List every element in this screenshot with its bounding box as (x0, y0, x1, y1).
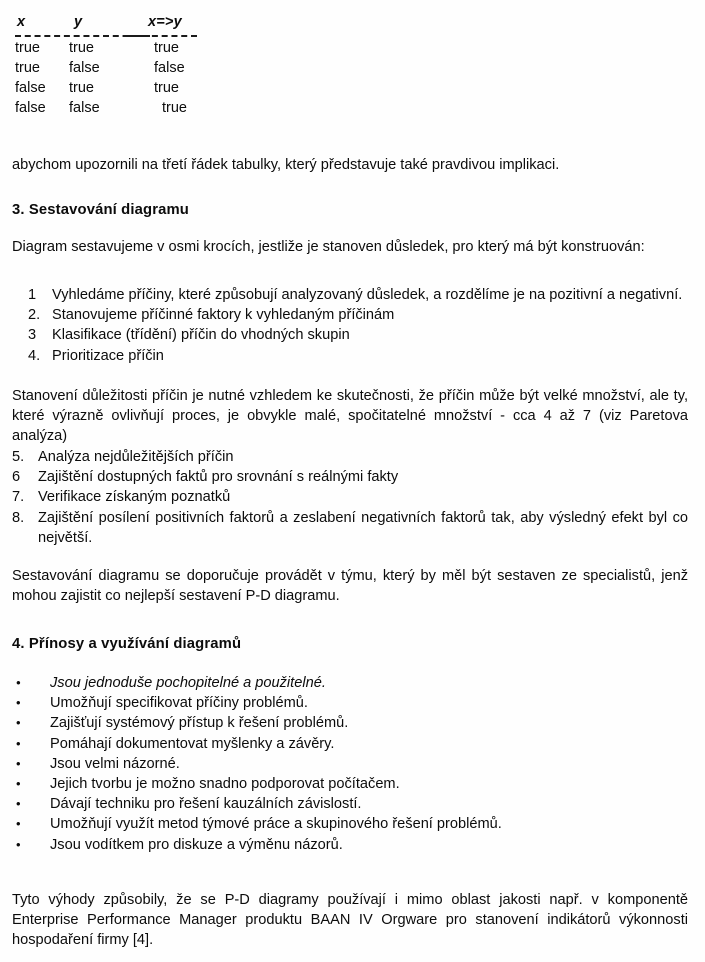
list-item-text: Umožňují specifikovat příčiny problémů. (50, 695, 308, 712)
cell-y: true (69, 80, 94, 96)
cell-result: true (154, 80, 179, 96)
list-item (12, 447, 688, 467)
truth-table-header-row (12, 14, 242, 34)
separator-dashes (15, 35, 197, 37)
list-item-number: 3 (28, 327, 37, 344)
cell-y: false (69, 100, 100, 116)
list-item-text: Vyhledáme příčiny, které způsobují analyzovaný důsledek, a rozdělíme je na pozitivní a negativní. (52, 287, 683, 303)
list-item-text: Pomáhají dokumentovat myšlenky a závěry. (50, 735, 335, 752)
truth-table-separator (12, 32, 242, 40)
list-item (12, 754, 688, 774)
list-item-text: Stanovujeme příčinné faktory k vyhledaným příčinám (52, 307, 395, 324)
intro-paragraph: abychom upozornili na třetí řádek tabulky, který představuje také pravdivou implikaci. (12, 157, 560, 173)
list-item (12, 467, 688, 487)
list-item (12, 835, 688, 855)
bullet-icon: • (16, 816, 21, 832)
list-item (28, 305, 688, 325)
section-heading-3: 3. Sestavování diagramu (12, 202, 189, 218)
bullet-icon: • (16, 735, 21, 751)
bullet-icon: • (16, 796, 21, 812)
list-item (12, 734, 688, 754)
list-item-text: Umožňují využít metod týmové práce a skupinového řešení problémů. (50, 816, 502, 833)
section-heading-4: 4. Přínosy a využívání diagramů (12, 636, 242, 652)
list-item-text: Jsou vodítkem pro diskuze a výměnu názorů. (50, 836, 343, 853)
list-item (12, 693, 688, 713)
list-item (12, 673, 688, 693)
truth-table (12, 14, 242, 120)
list-item (28, 325, 688, 345)
list-item-text: Zajištění posílení positivních faktorů a zeslabení negativních faktorů tak, aby výsledný efekt byl co největší. (38, 509, 688, 546)
list-item (12, 508, 688, 548)
cell-x: false (15, 80, 46, 96)
list-item-number: 2. (28, 307, 41, 324)
list-item-text: Jsou velmi názorné. (50, 755, 180, 772)
table-row (12, 80, 242, 100)
list-item (28, 285, 688, 305)
list-item-number: 8. (12, 509, 25, 526)
section3-lead-paragraph: Diagram sestavujeme v osmi krocích, jestliže je stanoven důsledek, pro který má být konstruován: (12, 239, 645, 255)
cell-y: true (69, 40, 94, 56)
section3-steps-list-1 (28, 285, 688, 366)
list-item-number: 1 (28, 287, 37, 303)
section4-benefits-list (12, 673, 688, 855)
list-item-number: 6 (12, 469, 21, 486)
cell-result: true (154, 40, 179, 56)
list-item (12, 814, 688, 834)
list-item (12, 487, 688, 507)
list-item-number: 7. (12, 489, 25, 506)
list-item (28, 346, 688, 366)
list-item-text: Klasifikace (třídění) příčin do vhodných skupin (52, 327, 350, 344)
cell-result: false (154, 60, 185, 76)
bullet-icon: • (16, 836, 21, 852)
cell-x: false (15, 100, 46, 116)
section3-closing-paragraph: Sestavování diagramu se doporučuje provádět v týmu, který by měl být sestaven ze specialistů, jenž mohou zajistit co nejlepší sestavení P-D diagramu. (12, 568, 688, 605)
list-item (12, 713, 688, 733)
list-item-text: Prioritizace příčin (52, 347, 164, 364)
list-item-text: Verifikace získaným poznatků (38, 489, 231, 506)
list-item-text: Jejich tvorbu je možno snadno podporovat počítačem. (50, 775, 400, 792)
list-item-text: Zajištění dostupných faktů pro srovnání s reálnými fakty (38, 469, 399, 486)
bullet-icon: • (16, 715, 21, 731)
bullet-icon: • (16, 695, 21, 711)
list-item-number: 4. (28, 347, 41, 364)
separator-solid-segment (124, 35, 150, 37)
list-item (12, 794, 688, 814)
table-row (12, 40, 242, 60)
cell-y: false (69, 60, 100, 76)
list-item-text: Jsou jednoduše pochopitelné a použitelné. (50, 675, 326, 691)
column-header-implication: x=>y (148, 14, 182, 30)
cell-x: true (15, 60, 40, 76)
bullet-icon: • (16, 755, 21, 771)
table-row (12, 100, 242, 120)
list-item-number: 5. (12, 449, 25, 465)
column-header-y: y (74, 14, 83, 30)
list-item (12, 774, 688, 794)
list-item-text: Analýza nejdůležitějších příčin (38, 449, 234, 465)
cell-result: true (162, 100, 187, 116)
list-item-text: Dávají techniku pro řešení kauzálních závislostí. (50, 796, 362, 813)
table-row (12, 60, 242, 80)
column-header-x: x (17, 14, 26, 30)
bullet-icon: • (16, 775, 21, 791)
section3-steps-list-2 (12, 447, 688, 548)
section3-importance-note: Stanovení důležitosti příčin je nutné vzhledem ke skutečnosti, že příčin může být velké množství, ale ty, které výrazně ovlivňují proces, je obvykle malé, spočitatelné množství - cca 4 až 7 (viz Paretova analýza) (12, 388, 688, 445)
section4-closing-paragraph: Tyto výhody způsobily, že se P-D diagramy používají i mimo oblast jakosti např. v komponentě Enterprise Performance Manager produktu BAAN IV Orgware pro stanovení indikátorů výkonnosti hospodaření firmy [4]. (12, 892, 688, 949)
cell-x: true (15, 40, 40, 56)
bullet-icon: • (16, 675, 21, 690)
list-item-text: Zajišťují systémový přístup k řešení problémů. (50, 715, 349, 732)
